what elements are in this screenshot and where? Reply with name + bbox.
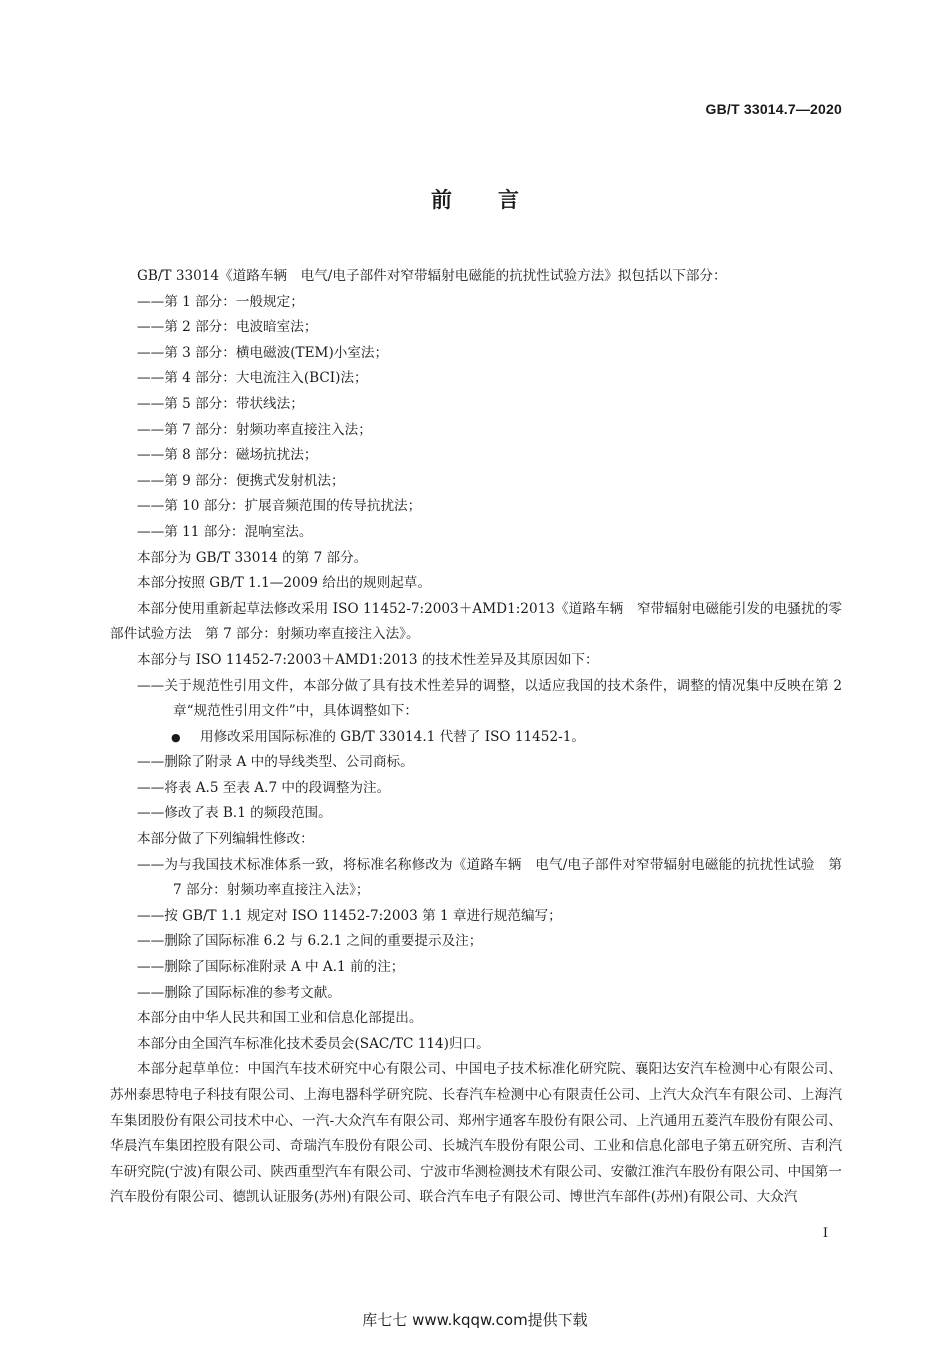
paragraph: 本部分做了下列编辑性修改： <box>137 831 314 848</box>
bullet-item <box>110 725 842 751</box>
paragraph: 本部分由中华人民共和国工业和信息化部提出。 <box>137 1010 423 1027</box>
document-body <box>110 264 842 1211</box>
bullet-icon: ● <box>171 730 181 744</box>
standard-number: GB/T 33014.7—2020 <box>705 101 842 117</box>
list-item: ——第 3 部分：横电磁波(TEM)小室法； <box>137 344 389 361</box>
list-item: ——按 GB/T 1.1 规定对 ISO 11452-7:2003 第 1 章进行规范编写； <box>137 907 562 924</box>
bullet-text: 用修改采用国际标准的 GB/T 33014.1 代替了 ISO 11452-1。 <box>200 728 585 745</box>
paragraph: 本部分为 GB/T 33014 的第 7 部分。 <box>137 549 368 566</box>
list-item: ——删除了国际标准 6.2 与 6.2.1 之间的重要提示及注； <box>137 933 483 950</box>
list-item: ——第 11 部分：混响室法。 <box>137 523 313 540</box>
page-number: I <box>822 1226 828 1241</box>
list-item: ——第 7 部分：射频功率直接注入法； <box>137 421 372 438</box>
footer-watermark: 库七七 www.kqqw.com提供下载 <box>362 1311 588 1329</box>
list-item: ——将表 A.5 至表 A.7 中的段调整为注。 <box>137 779 391 796</box>
paragraph: 本部分使用重新起草法修改采用 ISO 11452-7:2003＋AMD1:2013《道路车辆 窄带辐射电磁能引发的电骚扰的零部件试验方法 第 7 部分：射频功率直接注入法》。 <box>110 600 842 643</box>
paragraph: 本部分起草单位：中国汽车技术研究中心有限公司、中国电子技术标准化研究院、襄阳达安汽车检测中心有限公司、苏州泰思特电子科技有限公司、上海电器科学研究院、长春汽车检测中心有限责任公司、上汽大众汽车有限公司、上海汽车集团股份有限公司技术中心、一汽-大众汽车有限公司、郑州宇通客车股份有限公司、上汽通用五菱汽车股份有限公司、华晨汽车集团控股有限公司、奇瑞汽车股份有限公司、长城汽车股份有限公司、工业和信息化部电子第五研究所、吉利汽车研究院(宁波)有限公司、陕西重型汽车有限公司、宁波市华测检测技术有限公司、安徽江淮汽车股份有限公司、中国第一汽车股份有限公司、德凯认证服务(苏州)有限公司、联合汽车电子有限公司、博世汽车部件(苏州)有限公司、大众汽 <box>110 1061 842 1206</box>
list-item: ——第 2 部分：电波暗室法； <box>137 319 318 336</box>
list-item: ——第 5 部分：带状线法； <box>137 395 304 412</box>
list-item: ——第 1 部分：一般规定； <box>137 293 304 310</box>
list-item: ——第 9 部分：便携式发射机法； <box>137 472 345 489</box>
list-item: ——修改了表 B.1 的频段范围。 <box>137 805 332 822</box>
list-item: ——为与我国技术标准体系一致，将标准名称修改为《道路车辆 电气/电子部件对窄带辐射电磁能的抗扰性试验 第 7 部分：射频功率直接注入法》； <box>137 856 842 899</box>
list-item: ——删除了国际标准的参考文献。 <box>137 984 341 1001</box>
list-item: ——删除了附录 A 中的导线类型、公司商标。 <box>137 754 414 771</box>
list-item: ——关于规范性引用文件，本部分做了具有技术性差异的调整，以适应我国的技术条件，调整的情况集中反映在第 2 章“规范性引用文件”中，具体调整如下： <box>137 677 842 720</box>
paragraph: 本部分按照 GB/T 1.1—2009 给出的规则起草。 <box>137 575 431 592</box>
paragraph: GB/T 33014《道路车辆 电气/电子部件对窄带辐射电磁能的抗扰性试验方法》拟包括以下部分： <box>137 268 727 284</box>
paragraph: 本部分由全国汽车标准化技术委员会(SAC/TC 114)归口。 <box>137 1035 490 1052</box>
list-item: ——第 4 部分：大电流注入(BCI)法； <box>137 370 368 387</box>
list-item: ——第 10 部分：扩展音频范围的传导抗扰法； <box>137 498 422 515</box>
list-item: ——删除了国际标准附录 A 中 A.1 前的注； <box>137 959 405 976</box>
page-title: 前言 <box>431 188 565 212</box>
list-item: ——第 8 部分：磁场抗扰法； <box>137 447 318 464</box>
paragraph: 本部分与 ISO 11452-7:2003＋AMD1:2013 的技术性差异及其原因如下： <box>137 651 599 668</box>
